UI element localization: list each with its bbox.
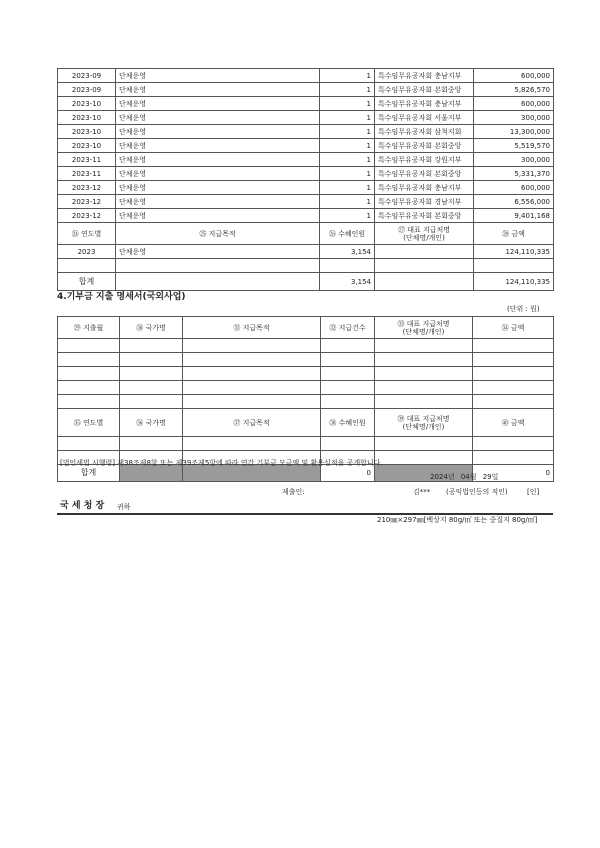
row-recipient: 특수임무유공자회 충남지부: [375, 69, 474, 83]
header-amount2: ㉞ 금액: [473, 317, 554, 339]
table-row: [58, 139, 554, 153]
row-amount: 13,300,000: [474, 125, 554, 139]
row-count: 1: [320, 139, 375, 153]
total-beneficiaries: 3,154: [320, 273, 375, 291]
table-row: [58, 209, 554, 223]
year-summary-row: [58, 245, 554, 259]
header-year2: ㉟ 연도별: [58, 409, 120, 437]
header-purpose: ㉕ 지급목적: [116, 223, 320, 245]
header-amount: ㉘ 금액: [474, 223, 554, 245]
row-purpose: 단체운영: [116, 111, 320, 125]
table-row: [58, 83, 554, 97]
row-recipient: 특수임무유공자회 경남지부: [375, 195, 474, 209]
row-amount: 5,519,570: [474, 139, 554, 153]
row-count: 1: [320, 97, 375, 111]
overseas-total-amount: 0: [473, 465, 554, 482]
row-period: 2023-12: [58, 181, 116, 195]
row-count: 1: [320, 125, 375, 139]
row-amount: 5,331,370: [474, 167, 554, 181]
legal-notice: [법인세법 시행령] 제38조제8항 또는 제39조제5항에 따라 연간 기부금 모금액 및 활용실적을 공개합니다.: [60, 459, 383, 467]
header-year: ㉔ 연도별: [58, 223, 116, 245]
header-recipient3: [375, 409, 473, 437]
row-period: 2023-11: [58, 167, 116, 181]
date-day: 29일: [482, 473, 499, 481]
blank-row: [58, 437, 554, 451]
header-recipient2-line2: (단체명/개인): [402, 327, 445, 336]
row-period: 2023-12: [58, 195, 116, 209]
year-summary-year: 2023: [58, 245, 116, 259]
row-purpose: 단체운영: [116, 83, 320, 97]
row-recipient: 특수임무유공자회 삼척지회: [375, 125, 474, 139]
row-recipient: 특수임무유공자회 본회중앙: [375, 167, 474, 181]
table-row: [58, 111, 554, 125]
header-beneficiaries2: ㊳ 수혜인원: [321, 409, 375, 437]
row-count: 1: [320, 83, 375, 97]
submission-date: [430, 473, 498, 482]
footer-divider: [57, 513, 553, 515]
header-purpose3: ㊲ 지급목적: [183, 409, 321, 437]
row-purpose: 단체운영: [116, 139, 320, 153]
blank-row: [58, 259, 554, 273]
row-purpose: 단체운영: [116, 195, 320, 209]
blank-row: [58, 339, 554, 353]
row-purpose: 단체운영: [116, 167, 320, 181]
row-count: 1: [320, 167, 375, 181]
header-recipient2: [375, 317, 473, 339]
header-recipient: [375, 223, 474, 245]
submitter-name: 김***: [413, 488, 431, 496]
header-count: ㉜ 지급건수: [321, 317, 375, 339]
header-recipient-line1: ㉗ 대표 지급처명: [397, 225, 451, 234]
row-period: 2023-11: [58, 153, 116, 167]
header-country2: ㊱ 국가명: [120, 409, 183, 437]
date-month: 04월: [460, 473, 477, 481]
row-period: 2023-10: [58, 139, 116, 153]
row-count: 1: [320, 111, 375, 125]
row-purpose: 단체운영: [116, 69, 320, 83]
row-amount: 300,000: [474, 111, 554, 125]
donation-usage-table: [57, 68, 554, 291]
blank-row: [58, 367, 554, 381]
year-summary-recipient: [375, 245, 474, 259]
row-purpose: 단체운영: [116, 153, 320, 167]
row-period: 2023-12: [58, 209, 116, 223]
section4-title: 4.기부금 지출 명세서(국외사업): [57, 292, 186, 302]
overseas-header-row-2: [58, 409, 554, 437]
honorific: 귀하: [117, 503, 131, 511]
header-recipient2-line1: ㉝ 대표 지급처명: [397, 319, 450, 328]
row-recipient: 특수임무유공자회 강원지부: [375, 153, 474, 167]
row-count: 1: [320, 181, 375, 195]
year-summary-beneficiaries: 3,154: [320, 245, 375, 259]
total-amount: 124,110,335: [474, 273, 554, 291]
table-row: [58, 181, 554, 195]
row-amount: 5,826,570: [474, 83, 554, 97]
row-count: 1: [320, 69, 375, 83]
year-summary-purpose: 단체운영: [116, 245, 320, 259]
donation-usage-rows: [58, 69, 554, 223]
row-period: 2023-10: [58, 111, 116, 125]
row-amount: 600,000: [474, 181, 554, 195]
blank-row: [58, 353, 554, 367]
header-beneficiaries: ㉖ 수혜인원: [320, 223, 375, 245]
paper-spec: 210㎜×297㎜[백상지 80g/㎡ 또는 중질지 80g/㎡]: [377, 516, 538, 524]
overseas-total-beneficiaries: 0: [321, 465, 375, 482]
row-period: 2023-10: [58, 97, 116, 111]
unit-label: (단위 : 원): [507, 305, 540, 313]
row-recipient: 특수임무유공자회 충남지부: [375, 181, 474, 195]
blank-row: [58, 381, 554, 395]
submitter-note: (공익법인등의 직인): [446, 488, 508, 496]
blank-row: [58, 395, 554, 409]
header-month: ㉙ 지출월: [58, 317, 120, 339]
table-row: [58, 195, 554, 209]
header-country: ㉚ 국가명: [120, 317, 183, 339]
header-recipient-line2: (단체명/개인): [403, 233, 445, 242]
row-recipient: 특수임무유공자회 충남지부: [375, 97, 474, 111]
row-amount: 600,000: [474, 97, 554, 111]
overseas-total-label: 합계: [58, 465, 120, 482]
summary-header-row: [58, 223, 554, 245]
overseas-header-row: [58, 317, 554, 339]
row-purpose: 단체운영: [116, 97, 320, 111]
row-recipient: 특수임무유공자회 서울지부: [375, 111, 474, 125]
submitter-label: 제출인:: [282, 488, 305, 496]
agency-name: 국 세 청 장: [60, 501, 105, 511]
seal-mark: [인]: [527, 488, 540, 496]
row-count: 1: [320, 153, 375, 167]
row-recipient: 특수임무유공자회 본회중앙: [375, 83, 474, 97]
row-period: 2023-10: [58, 125, 116, 139]
row-amount: 600,000: [474, 69, 554, 83]
row-amount: 300,000: [474, 153, 554, 167]
table-row: [58, 167, 554, 181]
row-amount: 9,401,168: [474, 209, 554, 223]
table-row: [58, 69, 554, 83]
table-row: [58, 125, 554, 139]
table-row: [58, 153, 554, 167]
row-purpose: 단체운영: [116, 181, 320, 195]
table-row: [58, 97, 554, 111]
row-purpose: 단체운영: [116, 209, 320, 223]
year-summary-amount: 124,110,335: [474, 245, 554, 259]
header-purpose2: ㉛ 지급목적: [183, 317, 321, 339]
header-recipient3-line1: ㊴ 대표 지급처명: [397, 414, 450, 423]
total-row: [58, 273, 554, 291]
row-count: 1: [320, 195, 375, 209]
row-count: 1: [320, 209, 375, 223]
row-recipient: 특수임무유공자회 본회중앙: [375, 209, 474, 223]
date-year: 2024년: [430, 473, 455, 481]
header-amount3: ㊵ 금액: [473, 409, 554, 437]
row-period: 2023-09: [58, 83, 116, 97]
total-label: 합계: [58, 273, 116, 291]
row-amount: 6,556,000: [474, 195, 554, 209]
row-recipient: 특수임무유공자회 본회중앙: [375, 139, 474, 153]
overseas-expenditure-table: [57, 316, 554, 482]
header-recipient3-line2: (단체명/개인): [402, 422, 445, 431]
row-purpose: 단체운영: [116, 125, 320, 139]
row-period: 2023-09: [58, 69, 116, 83]
